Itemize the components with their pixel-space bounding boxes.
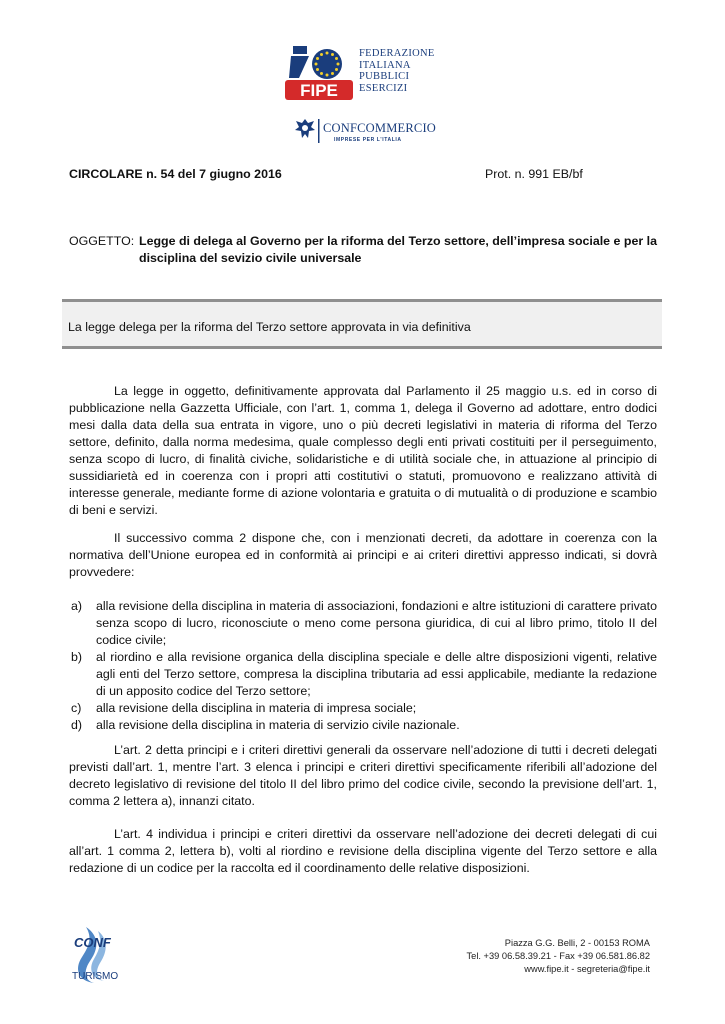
protocol-number: Prot. n. 991 EB/bf	[485, 167, 583, 181]
body-paragraph: La legge in oggetto, definitivamente approvata dal Parlamento il 25 maggio u.s. ed in corso di pubblicazione nella Gazzetta Ufficiale, con l’art. 1, comma 1, delega il Governo ad adottare, entro dodici mesi dalla data della sua entrata in vigore, uno o più decreti legislativi in materia di riforma del Terzo settore, definito, dalla norma medesima, quale complesso degli enti privati costituiti per il perseguimento, senza scopo di lucro, di finalità civiche, solidaristiche e di utilità sociale che, in attuazione al principio di sussidiarietà ed in coerenza con i propri atti costitutivi o statuti, promuovono e realizzano attività di interesse generale, mediante forme di azione volontaria e gratuita o di mutualità o di produzione e scambio di beni e servizi.	[69, 384, 657, 517]
list-marker: a)	[71, 599, 83, 613]
confturismo-logo-icon	[68, 925, 128, 985]
federation-line: ESERCIZI	[359, 82, 408, 94]
fipe-logo-icon	[285, 44, 353, 102]
body-paragraph: L’art. 2 detta principi e i criteri direttivi generali da osservare nell’adozione di tutti i decreti delegati previsti dall’art. 1, mentre l’art. 3 elenca i principi e criteri direttivi specificamente riferibili all’adozione del decreto legislativo di revisione del titolo II del libro primo del codice civile, secondo la previsione dell’art. 1, comma 2 lettera a), innanzi citato.	[69, 743, 657, 808]
provisions-list	[69, 598, 657, 734]
list-item	[69, 649, 657, 700]
list-item-text: al riordino e alla revisione organica della disciplina speciale e delle altre disposizioni vigenti, relative agli enti del Terzo settore, compresa la disciplina tributaria ad essi applicabile, mediante la redazione di un apposito codice del Terzo settore;	[96, 650, 657, 698]
list-marker: c)	[71, 701, 82, 715]
footer-web: www.fipe.it - segreteria@fipe.it	[524, 964, 650, 974]
eagle-emblem-icon	[293, 116, 317, 142]
list-marker: b)	[71, 650, 83, 664]
confcommercio-tagline: IMPRESE PER L'ITALIA	[334, 137, 402, 143]
fipe-logo-text: FIPE	[300, 81, 338, 100]
divider	[318, 119, 321, 143]
list-item-text: alla revisione della disciplina in materia di impresa sociale;	[96, 701, 417, 715]
footer-address: Piazza G.G. Belli, 2 - 00153 ROMA	[504, 938, 650, 948]
footer-contacts	[440, 937, 650, 976]
federation-name	[359, 48, 435, 94]
list-item-text: alla revisione della disciplina in materia di associazioni, fondazioni e altre istituzioni di carattere privato senza scopo di lucro, riconosciute o meno come persona giuridica, di cui al libro primo, titolo II del codice civile;	[96, 599, 657, 647]
body-paragraph: L’art. 4 individua i principi e criteri direttivi da osservare nell’adozione dei decreti delegati di cui all’art. 1 comma 2, lettera b), volti al riordino e revisione della disciplina vigente del Terzo settore e alla redazione di un codice per la raccolta ed il coordinamento delle relative disposizioni.	[69, 827, 657, 875]
header-logo	[285, 44, 445, 144]
circolare-number: CIRCOLARE n. 54 del 7 giugno 2016	[69, 167, 282, 181]
subject-label: OGGETTO:	[69, 234, 135, 248]
confcommercio-name: CONFCOMMERCIO	[323, 121, 437, 135]
list-item-text: alla revisione della disciplina in materia di servizio civile nazionale.	[96, 718, 460, 732]
federation-line: ITALIANA	[359, 59, 411, 71]
federation-line: PUBBLICI	[359, 71, 410, 82]
list-item	[69, 717, 657, 734]
subject-text: Legge di delega al Governo per la riforma del Terzo settore, dell’impresa sociale e per la disciplina del sevizio civile universale	[139, 234, 657, 265]
confturismo-logo-bottom: TURISMO	[72, 971, 119, 982]
footer-phone: Tel. +39 06.58.39.21 - Fax +39 06.581.86.82	[466, 951, 650, 961]
summary-box	[62, 299, 662, 349]
summary-text: La legge delega per la riforma del Terzo settore approvata in via definitiva	[68, 320, 471, 334]
list-marker: d)	[71, 718, 83, 732]
list-item	[69, 598, 657, 649]
body-paragraph: Il successivo comma 2 dispone che, con i menzionati decreti, da adottare in coerenza con la normativa dell’Unione europea ed in conformità ai principi e ai criteri direttivi appresso indicati, si dovrà provvedere:	[69, 531, 657, 579]
list-item	[69, 700, 657, 717]
confturismo-logo-top: CONF	[74, 935, 111, 950]
confcommercio-logo	[293, 116, 443, 146]
federation-line: FEDERAZIONE	[359, 48, 435, 59]
